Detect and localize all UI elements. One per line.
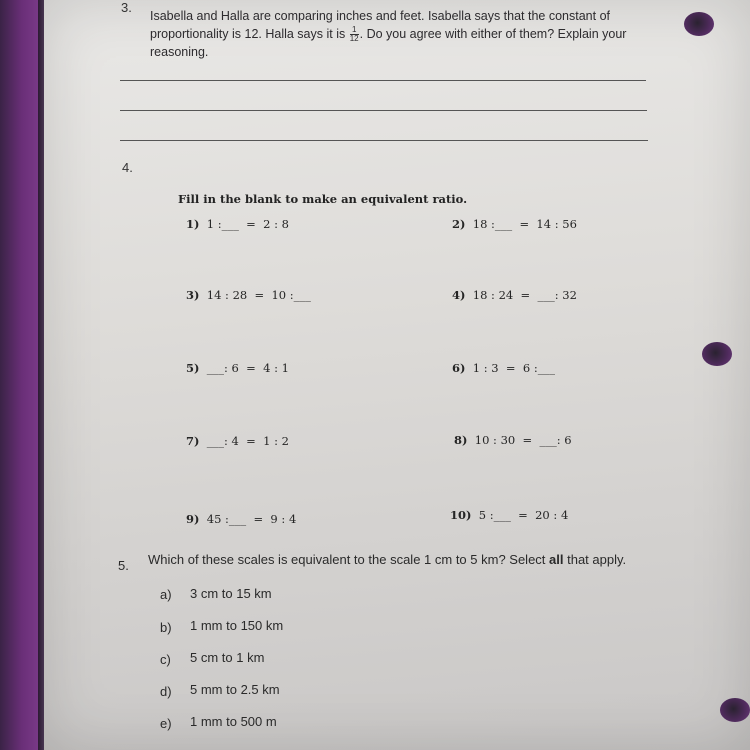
question-5-text	[148, 552, 626, 567]
option-e-letter: e)	[160, 716, 172, 731]
problem-number: 10)	[450, 508, 472, 522]
binder-spine	[0, 0, 40, 750]
ratio-problem-3	[186, 288, 311, 302]
question-5-number: 5.	[118, 558, 129, 573]
fraction-denominator: 12	[349, 34, 359, 44]
answer-line-3[interactable]	[120, 140, 648, 141]
problem-number: 5)	[186, 361, 200, 375]
ratio-problem-10	[450, 508, 568, 522]
problem-expression: 18 :___ = 14 : 56	[472, 217, 577, 231]
ratio-problem-1	[186, 217, 289, 231]
ratio-problem-7	[186, 434, 289, 448]
problem-expression: 1 : 3 = 6 :___	[472, 361, 555, 375]
problem-number: 7)	[186, 434, 200, 448]
problem-expression: 45 :___ = 9 : 4	[206, 512, 297, 526]
option-c-text[interactable]: 5 cm to 1 km	[190, 650, 265, 665]
ratio-problem-2	[452, 217, 577, 231]
problem-expression: 10 : 30 = ___: 6	[474, 433, 572, 447]
fill-in-blank-title: Fill in the blank to make an equivalent ratio.	[178, 192, 468, 206]
ratio-problem-6	[452, 361, 555, 375]
answer-line-2[interactable]	[120, 110, 647, 111]
question-3-text	[150, 7, 650, 61]
fraction-numerator: 1	[350, 26, 359, 35]
problem-expression: 1 :___ = 2 : 8	[206, 217, 289, 231]
punch-hole-bottom	[720, 698, 750, 722]
problem-expression: 5 :___ = 20 : 4	[478, 508, 569, 522]
question-4-number: 4.	[122, 160, 133, 175]
option-d-text[interactable]: 5 mm to 2.5 km	[190, 682, 280, 697]
option-d-letter: d)	[160, 684, 172, 699]
problem-number: 1)	[186, 217, 200, 231]
answer-line-1[interactable]	[120, 80, 646, 81]
ratio-problem-5	[186, 361, 289, 375]
punch-hole-top	[684, 12, 714, 36]
question-3-text-part1: Isabella and Halla are comparing inches and feet. Isabella says that the constant of proportionality is 12. Halla says it is	[150, 9, 611, 41]
punch-hole-middle	[702, 342, 732, 366]
ratio-problem-4	[452, 288, 577, 302]
question-5-text-part1: Which of these scales is equivalent to the scale 1 cm to 5 km? Select	[148, 552, 550, 567]
problem-number: 8)	[454, 433, 468, 447]
question-3-text-part2: . Do you agree with either of them? Explain your reasoning.	[150, 27, 627, 60]
ratio-problem-9	[186, 512, 296, 526]
problem-number: 9)	[186, 512, 200, 526]
option-a-text[interactable]: 3 cm to 15 km	[190, 586, 272, 601]
ratio-problem-8	[454, 433, 572, 447]
fraction-one-twelfth	[350, 26, 359, 43]
problem-expression: ___: 6 = 4 : 1	[206, 361, 289, 375]
problem-expression: ___: 4 = 1 : 2	[206, 434, 289, 448]
question-5-text-part2: that apply.	[563, 552, 627, 567]
problem-number: 2)	[452, 217, 466, 231]
worksheet-page	[44, 0, 750, 750]
problem-number: 3)	[186, 288, 200, 302]
option-b-letter: b)	[160, 620, 172, 635]
problem-number: 4)	[452, 288, 466, 302]
option-a-letter: a)	[160, 587, 172, 602]
problem-expression: 18 : 24 = ___: 32	[472, 288, 577, 302]
problem-expression: 14 : 28 = 10 :___	[206, 288, 311, 302]
option-e-text[interactable]: 1 mm to 500 m	[190, 714, 277, 729]
question-3-number: 3.	[121, 0, 132, 15]
option-b-text[interactable]: 1 mm to 150 km	[190, 618, 284, 633]
question-5-bold-word: all	[549, 552, 564, 567]
problem-number: 6)	[452, 361, 466, 375]
option-c-letter: c)	[160, 652, 171, 667]
